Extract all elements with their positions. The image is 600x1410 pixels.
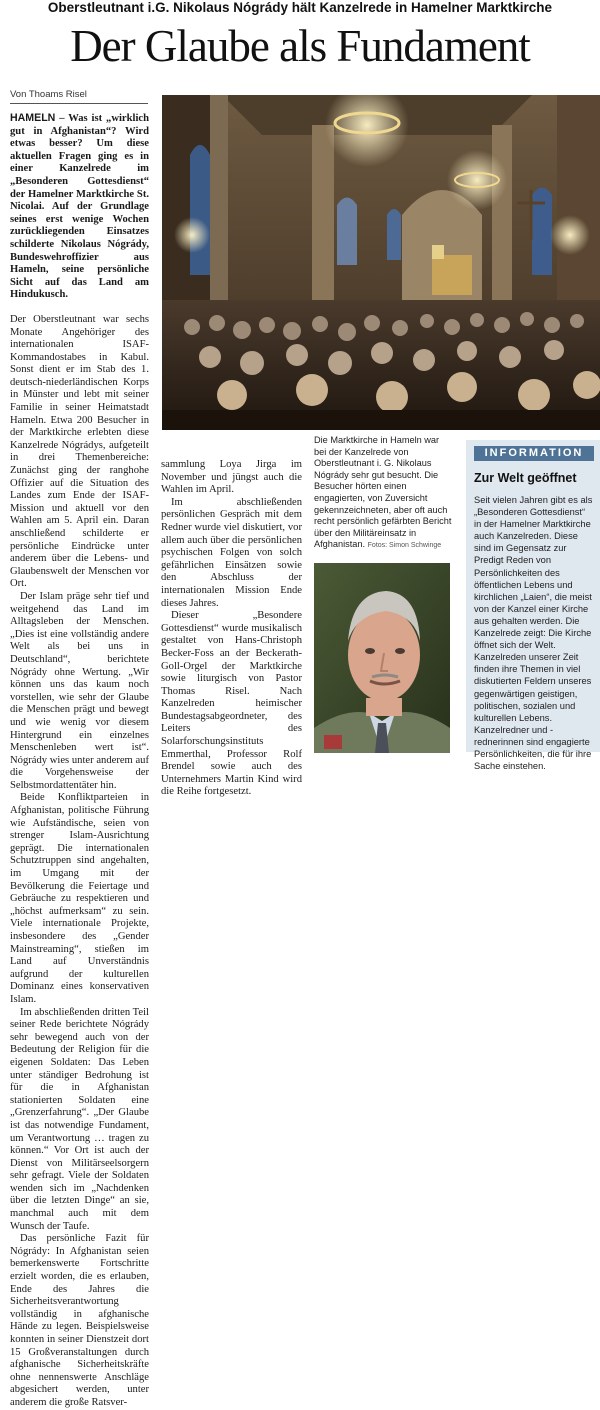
photo-credit: Fotos: Simon Schwinge <box>367 542 442 550</box>
article-headline: Der Glaube als Fundament <box>70 21 530 71</box>
church-interior-photo <box>162 95 600 430</box>
dateline: HAMELN <box>10 112 56 124</box>
body-paragraph: Der Oberstleutnant war sechs Monate Angehöriger des internationalen ISAF-Kommandostabes in Kabul. Sonst dient er im Stab des 1. deutsch-niederländischen Korps in Münster und lebt mit seiner Familie in seiner Heimatstadt Hameln. Etwa 200 Besucher in der Marktkirche erlebten diese Kanzelrede Nógrádys, aufgeteilt in drei Themenbereiche: Zunächst ging der ranghohe Offizier auf die Situation des Landes zum Ende der ISAF-Mission und aktuell vor den Wahlen am 5. April ein. Daran anschließend schilderte er persönliche Eindrücke unter anderem über die Lebens- und Glaubenswelt der Menschen vor Ort. <box>10 313 149 590</box>
body-paragraph: Beide Konfliktparteien in Afghanistan, politische Führung wie Aufständische, seien von strenger Islam-Ausrichtung geprägt. Die internationalen Schutztruppen sind angehalten, im Umgang mit der Bevölkerung die Feiertage und Gebräuche zu respektieren und „höchst aufmerksam“ zu sein. Viele internationale Projekte, insbesondere des „Gender Mainstreaming“, stießen im Land auf Unverständnis aufgrund der kulturellen Dominanz eines konservativen Islam. <box>10 792 149 1005</box>
info-text: Seit vielen Jahren gibt es als „Besonderen Gottesdienst“ in der Hamelner Marktkirche auch Kanzelreden. Diese sind im Gegensatz zur Predigt Reden von Persönlichkeiten des öffentlichen Lebens und kirchlichen „Laien“, die meist von der Kanzel einer Kirche aus gehalten werden. Die Kanzelrede zeigt: Die Kirche öffnet sich der Welt. Kanzelreden unserer Zeit finden ihre Themen in viel diskutierten Feldern unseres gegenwärtigen geistigen, politischen, sozialen und kulturellen Lebens. Kanzelredner und -rednerinnen sind engagierte Persönlichkeiten, die für ihre Sache einstehen. <box>474 495 593 772</box>
article-column-2 <box>161 459 302 799</box>
body-paragraph: Dieser „Besondere Gottesdienst“ wurde musikalisch gestaltet von Hans-Christoph Becker-Foss an der Beckerath-Goll-Orgel der Marktkirche sowie liturgisch von Pastor Thomas Risel. Nach Kanzelreden heimischer Bundestagsabgeordneter, des Leiters des Solarforschungsinstituts Emmerthal, Professor Rolf Brendel sowie auch des Unternehmers Martin Kind wird die Reihe fortgesetzt. <box>161 610 302 798</box>
info-title: Zur Welt geöffnet <box>474 471 577 485</box>
article-column-1 <box>10 112 149 1410</box>
info-label: INFORMATION <box>474 446 594 461</box>
info-box <box>466 440 600 772</box>
caption-text: Die Marktkirche in Hameln war bei der Kanzelrede von Oberstleutnant i. G. Nikolaus Nógrády sehr gut besucht. Die Besucher hörten einen engagierten, von Zuversicht gekennzeichneten, aber oft auch recht persönlich gefärbten Bericht über den Militäreinsatz in Afghanistan. <box>314 435 452 550</box>
portrait-photo <box>314 563 450 753</box>
photo-caption <box>314 435 452 552</box>
article-kicker: Oberstleutnant i.G. Nikolaus Nógrády hält Kanzelrede in Hamelner Marktkirche <box>47 0 553 15</box>
lead-text: – Was ist „wirklich gut in Afghanistan“? Wird etwas besser? Um diese aktuellen Fragen ging es in einer Kanzelrede im „Besonderen Gottesdienst“ der Hamelner Marktkirche St. Nicolai. Auf der Grundlage seines erst wenige Wochen zurückliegenden Einsatzes schilderte Nikolaus Nógrády, Bundeswehroffizier aus Hameln, seine persönliche Sicht auf das Land am Hindukusch. <box>10 113 149 301</box>
article-lead <box>10 112 149 302</box>
body-paragraph: Das persönliche Fazit für Nógrády: In Afghanistan seien bemerkenswerte Fortschritte erzielt worden, die es erlauben, Ende des Jahres die Sicherheitsverantwortung vollständig in afghanische Hände zu legen. Beispielsweise konnten in seiner Dienstzeit dort 15 Großveranstaltungen durch afghanische Sicherheitskräfte ohne nennenswerte Anschläge abgesichert werden, unter anderem die große Ratsver- <box>10 1233 149 1408</box>
body-paragraph: sammlung Loya Jirga im November und jüngst auch die Wahlen im April. <box>161 459 302 496</box>
body-paragraph: Im abschließenden persönlichen Gespräch mit dem Redner wurde viel diskutiert, vor allem auch über die persönlichen psychischen Folgen von solch gefährlichen Einsätzen sowie den Abschluss der internationalen Mission Ende dieses Jahres. <box>161 496 302 609</box>
body-paragraph: Der Islam präge sehr tief und weitgehend das Land im Alltagsleben der Menschen. „Dies ist eine vollständig andere Welt als bei uns in Deutschland“, berichtete Nógrády ohne Wertung. „Wir können uns das kaum noch vorstellen, wie sehr der Glaube die Menschen prägt und bewegt und wie wenig vor diesem Hintergrund ein einzelnes Menschenleben wert ist“. Nógrády wies unter anderem auf die Vorgehensweise der Selbstmordattentäter hin. <box>10 590 149 791</box>
body-paragraph: Im abschließenden dritten Teil seiner Rede berichtete Nógrády sehr bewegend auch von der Bedeutung der Religion für die eigenen Soldaten: Das Leben unter ständiger Bedrohung ist für die in Afghanistan stationierten Soldaten eine „Grenzerfahrung“. „Der Glaube ist das notwendige Fundament, um Verantwortung … tragen zu können.“ Vor Ort ist auch der Dienst von Militärseelsorgern sehr gefragt. Viele der Soldaten wenden sich im „Nachdenken über die letzten Dinge“ an sie, manchmal auch mit dem Wunsch der Taufe. <box>10 1006 149 1232</box>
article-byline: Von Thoams Risel <box>10 89 148 104</box>
